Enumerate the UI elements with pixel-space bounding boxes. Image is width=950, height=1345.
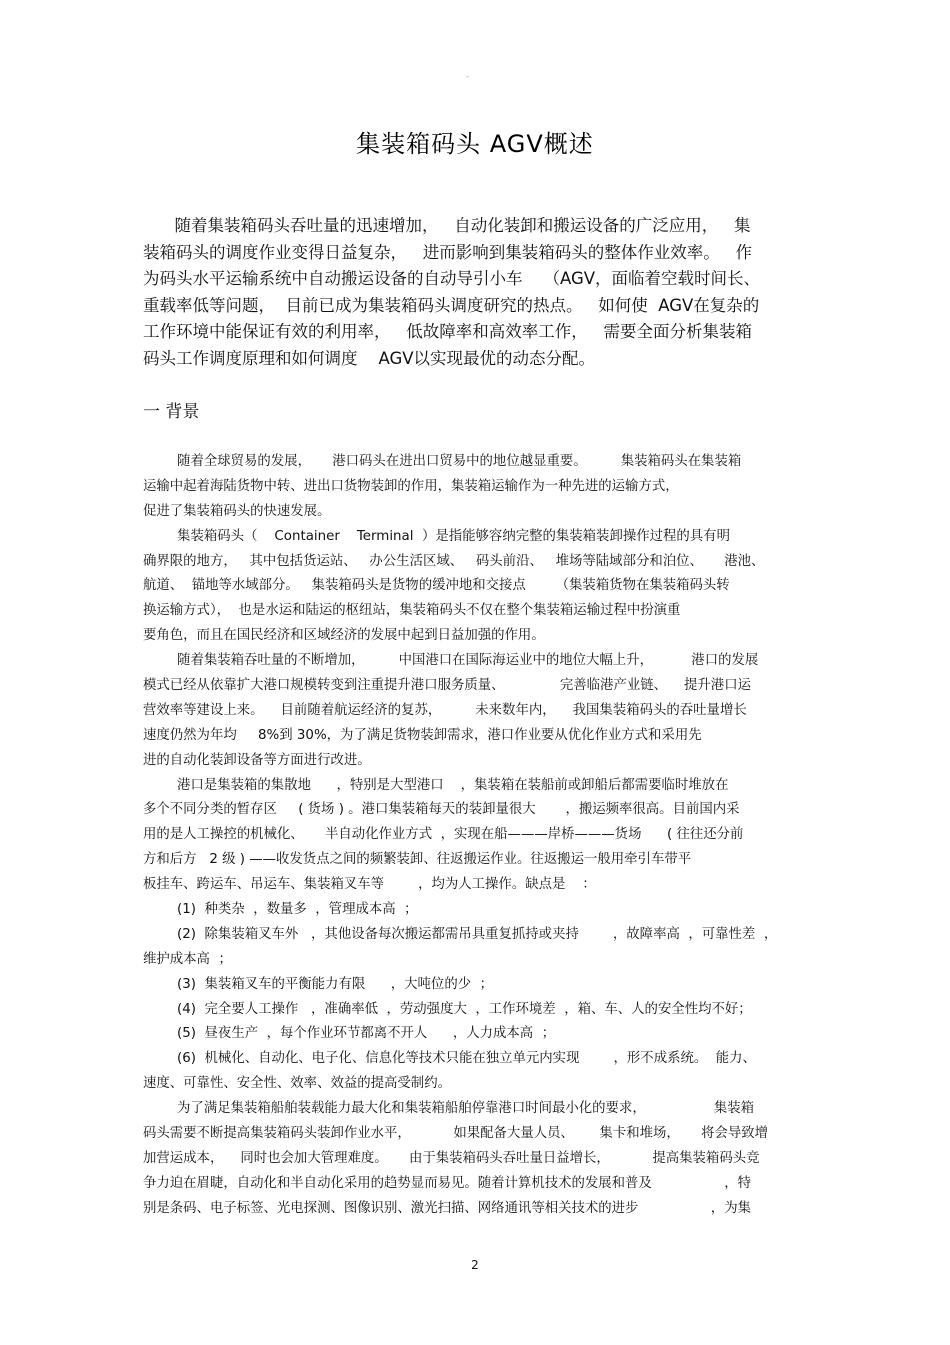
text-line: 换运输方式）， 也是水运和陆运的枢纽站，集装箱码头不仅在整个集装箱运输过程中扮演重 (143, 603, 681, 619)
text-line: 争力迫在眉睫，自动化和半自动化采用的趋势显而易见。随着计算机技术的发展和普及 ，特 (143, 1175, 751, 1191)
text-line: 为码头水平运输系统中自动搬运设备的自动导引小车 （AGV，面临着空载时间长、 (143, 269, 761, 288)
section-heading: 一 背景 (143, 402, 200, 422)
text-line: 码头工作调度原理和如何调度 AGV以实现最优的动态分配。 (143, 348, 596, 368)
text-line: 随着集装箱码头吞吐量的迅速增加， 自动化装卸和搬运设备的广泛应用， 集 (143, 216, 751, 235)
page-number: 2 (471, 1258, 479, 1272)
text-line: 确界限的地方， 其中包括货运站、 办公生活区域、 码头前沿、 堆场等陆域部分和泊位、 港池、 (143, 553, 765, 569)
top-mark: - (466, 72, 469, 81)
text-line: 营效率等建设上来。 目前随着航运经济的复苏， 未来数年内， 我国集装箱码头的吞吐量增长 (143, 702, 747, 718)
text-line: (6) 机械化、自动化、电子化、信息化等技术只能在独立单元内实现 ，形不成系统。 能力、 (143, 1051, 756, 1067)
text-line: 方和后方 2 级 ) ——收发货点之间的频繁装卸、往返搬运作业。往返搬运一般用牵引车带平 (143, 852, 692, 868)
text-line: 重载率低等问题， 目前已成为集装箱码头调度研究的热点。 如何使 AGV在复杂的 (143, 295, 760, 315)
intro-paragraph (143, 213, 805, 372)
text-line: 速度、可靠性、安全性、效率、效益的提高受制约。 (143, 1076, 451, 1092)
text-line: 促进了集装箱码头的快速发展。 (143, 503, 331, 519)
text-line: 码头需要不断提高集装箱码头装卸作业水平， 如果配备大量人员、 集卡和堆场， 将会导致增 (143, 1126, 769, 1142)
text-line: 维护成本高 ； (143, 951, 232, 967)
text-line: (1) 种类杂 ，数量多 ，管理成本高 ； (143, 902, 418, 918)
text-line: (3) 集装箱叉车的平衡能力有限 ，大吨位的少 ； (143, 976, 494, 992)
text-line: 工作环境中能保证有效的利用率， 低故障率和高效率工作， 需要全面分析集装箱 (143, 322, 752, 341)
text-line: 别是条码、电子标签、光电探测、图像识别、激光扫描、网络通讯等相关技术的进步 ，为集 (143, 1200, 751, 1216)
body-text (143, 450, 805, 1222)
text-line: 装箱码头的调度作业变得日益复杂， 进而影响到集装箱码头的整体作业效率。 作 (143, 242, 752, 262)
text-line: 港口是集装箱的集散地 ，特别是大型港口 ，集装箱在装船前或卸船后都需要临时堆放在 (143, 777, 729, 793)
text-line: 航道、 锚地等水域部分。 集装箱码头是货物的缓冲地和交接点 （集装箱货物在集装箱码头转 (143, 578, 730, 594)
text-line: (2) 除集装箱叉车外 ，其他设备每次搬运都需吊具重复抓持或夹持 ，故障率高 ，可靠性差 ， (143, 926, 778, 942)
text-line: (5) 昼夜生产 ，每个作业环节都离不开人 ，人力成本高 ； (143, 1026, 556, 1042)
text-line: 随着集装箱吞吐量的不断增加， 中国港口在国际海运业中的地位大幅上升， 港口的发展 (143, 653, 759, 669)
text-line: 板挂车、跨运车、吊运车、集装箱叉车等 ，均为人工操作。缺点是 ： (143, 877, 596, 893)
text-line: 加营运成本， 同时也会加大管理难度。 由于集装箱码头吞吐量日益增长， 提高集装箱码头竞 (143, 1150, 760, 1166)
text-line: 为了满足集装箱船舶装载能力最大化和集装箱船舶停靠港口时间最小化的要求， 集装箱 (143, 1101, 754, 1117)
text-line: 运输中起着海陆货物中转、进出口货物装卸的作用，集装箱运输作为一种先进的运输方式， (143, 478, 679, 494)
text-line: 集装箱码头（ Container Terminal ）是指能够容纳完整的集装箱装卸操作过程的具有明 (143, 528, 730, 544)
text-line: 要角色，而且在国民经济和区域经济的发展中起到日益加强的作用。 (143, 628, 545, 644)
text-line: 多个不同分类的暂存区 ( 货场 ) 。港口集装箱每天的装卸量很大 ，搬运频率很高。目前国内采 (143, 802, 740, 818)
text-line: 随着全球贸易的发展， 港口码头在进出口贸易中的地位越显重要。 集装箱码头在集装箱 (143, 454, 742, 469)
document-title: 集装箱码头 AGV概述 (356, 130, 594, 158)
text-line: 用的是人工操控的机械化、 半自动化作业方式 ，实现在船———岸桥———货场 ( 往往还分前 (143, 827, 744, 843)
text-line: 模式已经从依靠扩大港口规模转变到注重提升港口服务质量、 完善临港产业链、 提升港口运 (143, 678, 751, 694)
text-line: (4) 完全要人工操作 ，准确率低 ，劳动强度大 ，工作环境差 ，箱、车、人的安全性均不好； (143, 1001, 752, 1017)
text-line: 速度仍然为年均 8%到 30%，为了满足货物装卸需求，港口作业要从优化作业方式和采用先 (143, 727, 702, 743)
text-line: 进的自动化装卸设备等方面进行改进。 (143, 752, 371, 768)
